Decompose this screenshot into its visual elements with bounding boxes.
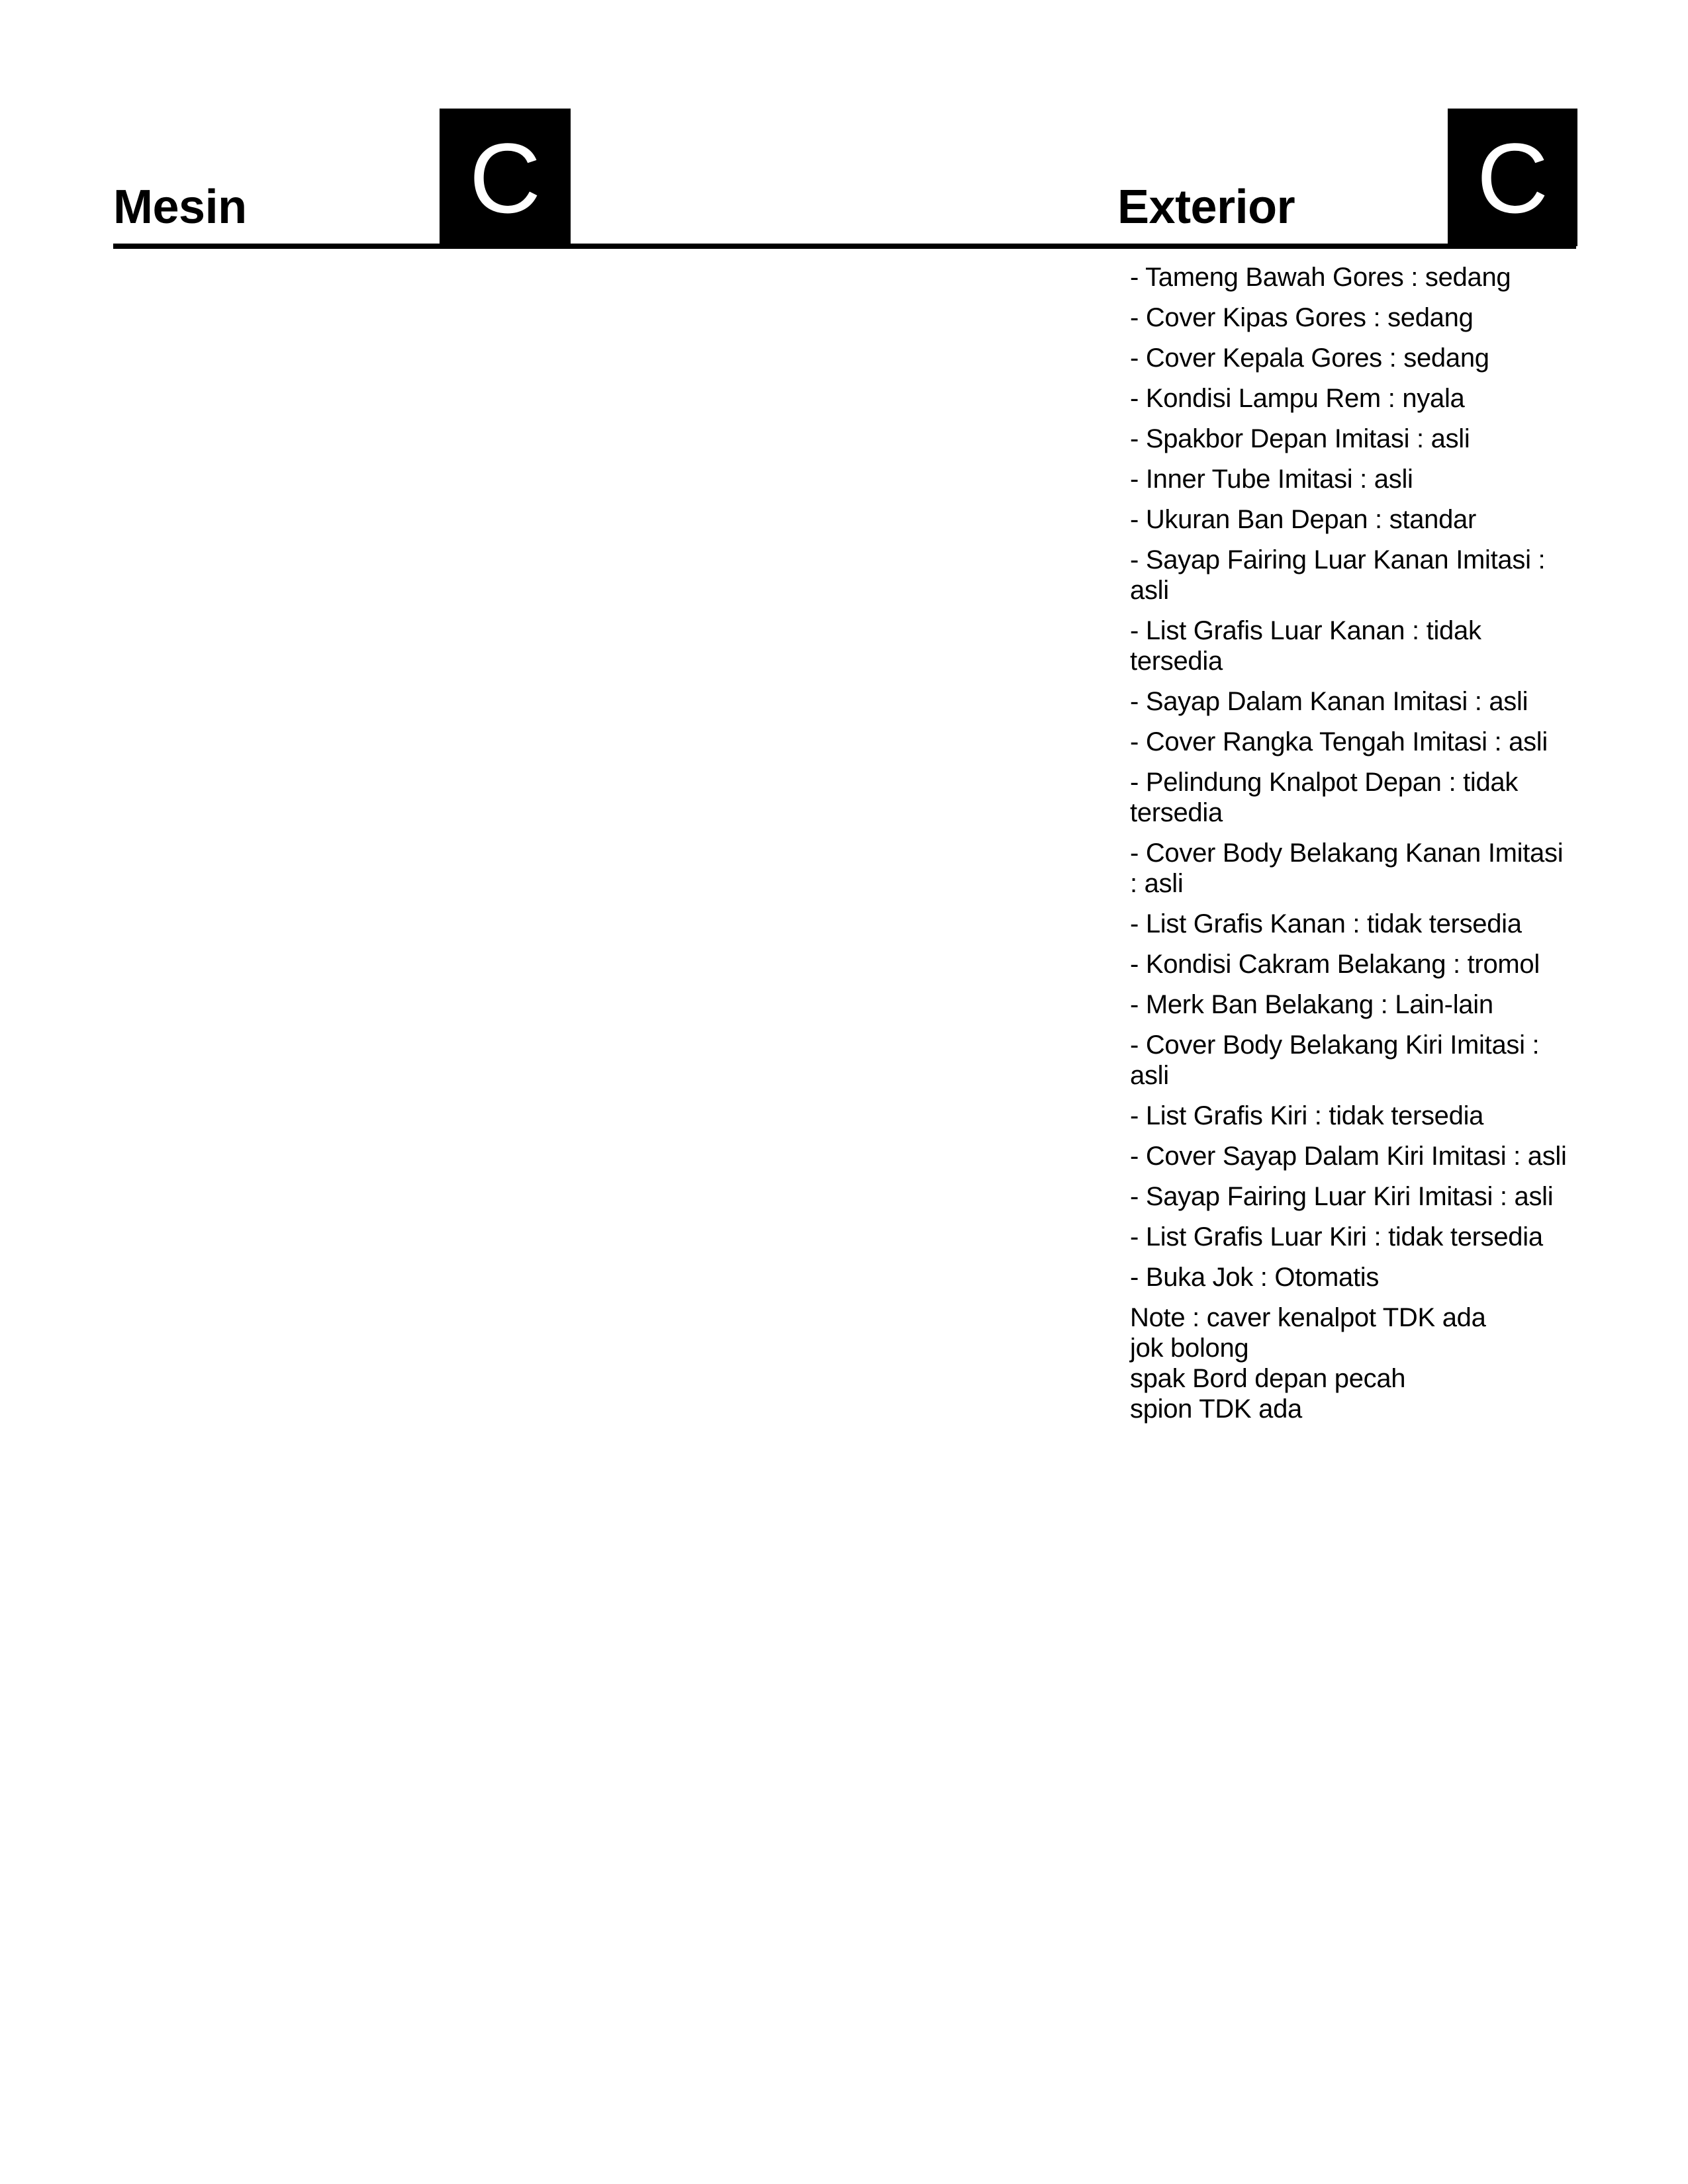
grade-badge-mesin xyxy=(440,109,571,246)
note-line: jok bolong xyxy=(1130,1334,1249,1363)
list-item: - Cover Rangka Tengah Imitasi : asli xyxy=(1130,727,1548,756)
list-item: - List Grafis Luar Kiri : tidak tersedia xyxy=(1130,1222,1543,1251)
section-title-exterior: Exterior xyxy=(1117,181,1295,234)
list-item: - Inner Tube Imitasi : asli xyxy=(1130,465,1413,494)
grade-letter-mesin: C xyxy=(469,122,541,234)
list-item: - Cover Body Belakang Kanan Imitasi : asli xyxy=(1130,839,1564,898)
list-item: - Buka Jok : Otomatis xyxy=(1130,1263,1380,1292)
list-item: - Merk Ban Belakang : Lain-lain xyxy=(1130,990,1493,1019)
list-item: - Cover Kepala Gores : sedang xyxy=(1130,343,1489,373)
exterior-condition-list xyxy=(1130,262,1567,1434)
section-title-mesin: Mesin xyxy=(113,181,247,234)
list-item: - Tameng Bawah Gores : sedang xyxy=(1130,263,1511,292)
grade-badge-exterior xyxy=(1448,109,1577,246)
grade-letter-exterior: C xyxy=(1476,122,1549,234)
list-item: - Sayap Dalam Kanan Imitasi : asli xyxy=(1130,687,1528,716)
note-line: Note : caver kenalpot TDK ada xyxy=(1130,1303,1486,1332)
exterior-note xyxy=(1130,1302,1567,1424)
list-item: - Sayap Fairing Luar Kiri Imitasi : asli xyxy=(1130,1182,1554,1211)
list-item: - Kondisi Cakram Belakang : tromol xyxy=(1130,950,1540,979)
list-item: - Sayap Fairing Luar Kanan Imitasi : asli xyxy=(1130,545,1546,605)
list-item: - Cover Body Belakang Kiri Imitasi : asli xyxy=(1130,1030,1540,1090)
list-item: - List Grafis Kiri : tidak tersedia xyxy=(1130,1101,1484,1130)
list-item: - Cover Kipas Gores : sedang xyxy=(1130,303,1474,332)
list-item: - Ukuran Ban Depan : standar xyxy=(1130,505,1477,534)
note-line: spion TDK ada xyxy=(1130,1394,1302,1424)
list-item: - Spakbor Depan Imitasi : asli xyxy=(1130,424,1470,453)
header-divider xyxy=(113,244,1576,249)
list-item: - Kondisi Lampu Rem : nyala xyxy=(1130,384,1465,413)
list-item: - Pelindung Knalpot Depan : tidak tersedia xyxy=(1130,768,1519,827)
list-item: - List Grafis Kanan : tidak tersedia xyxy=(1130,909,1522,938)
list-item: - Cover Sayap Dalam Kiri Imitasi : asli xyxy=(1130,1142,1567,1171)
list-item: - List Grafis Luar Kanan : tidak tersedia xyxy=(1130,616,1481,676)
note-line: spak Bord depan pecah xyxy=(1130,1364,1406,1393)
